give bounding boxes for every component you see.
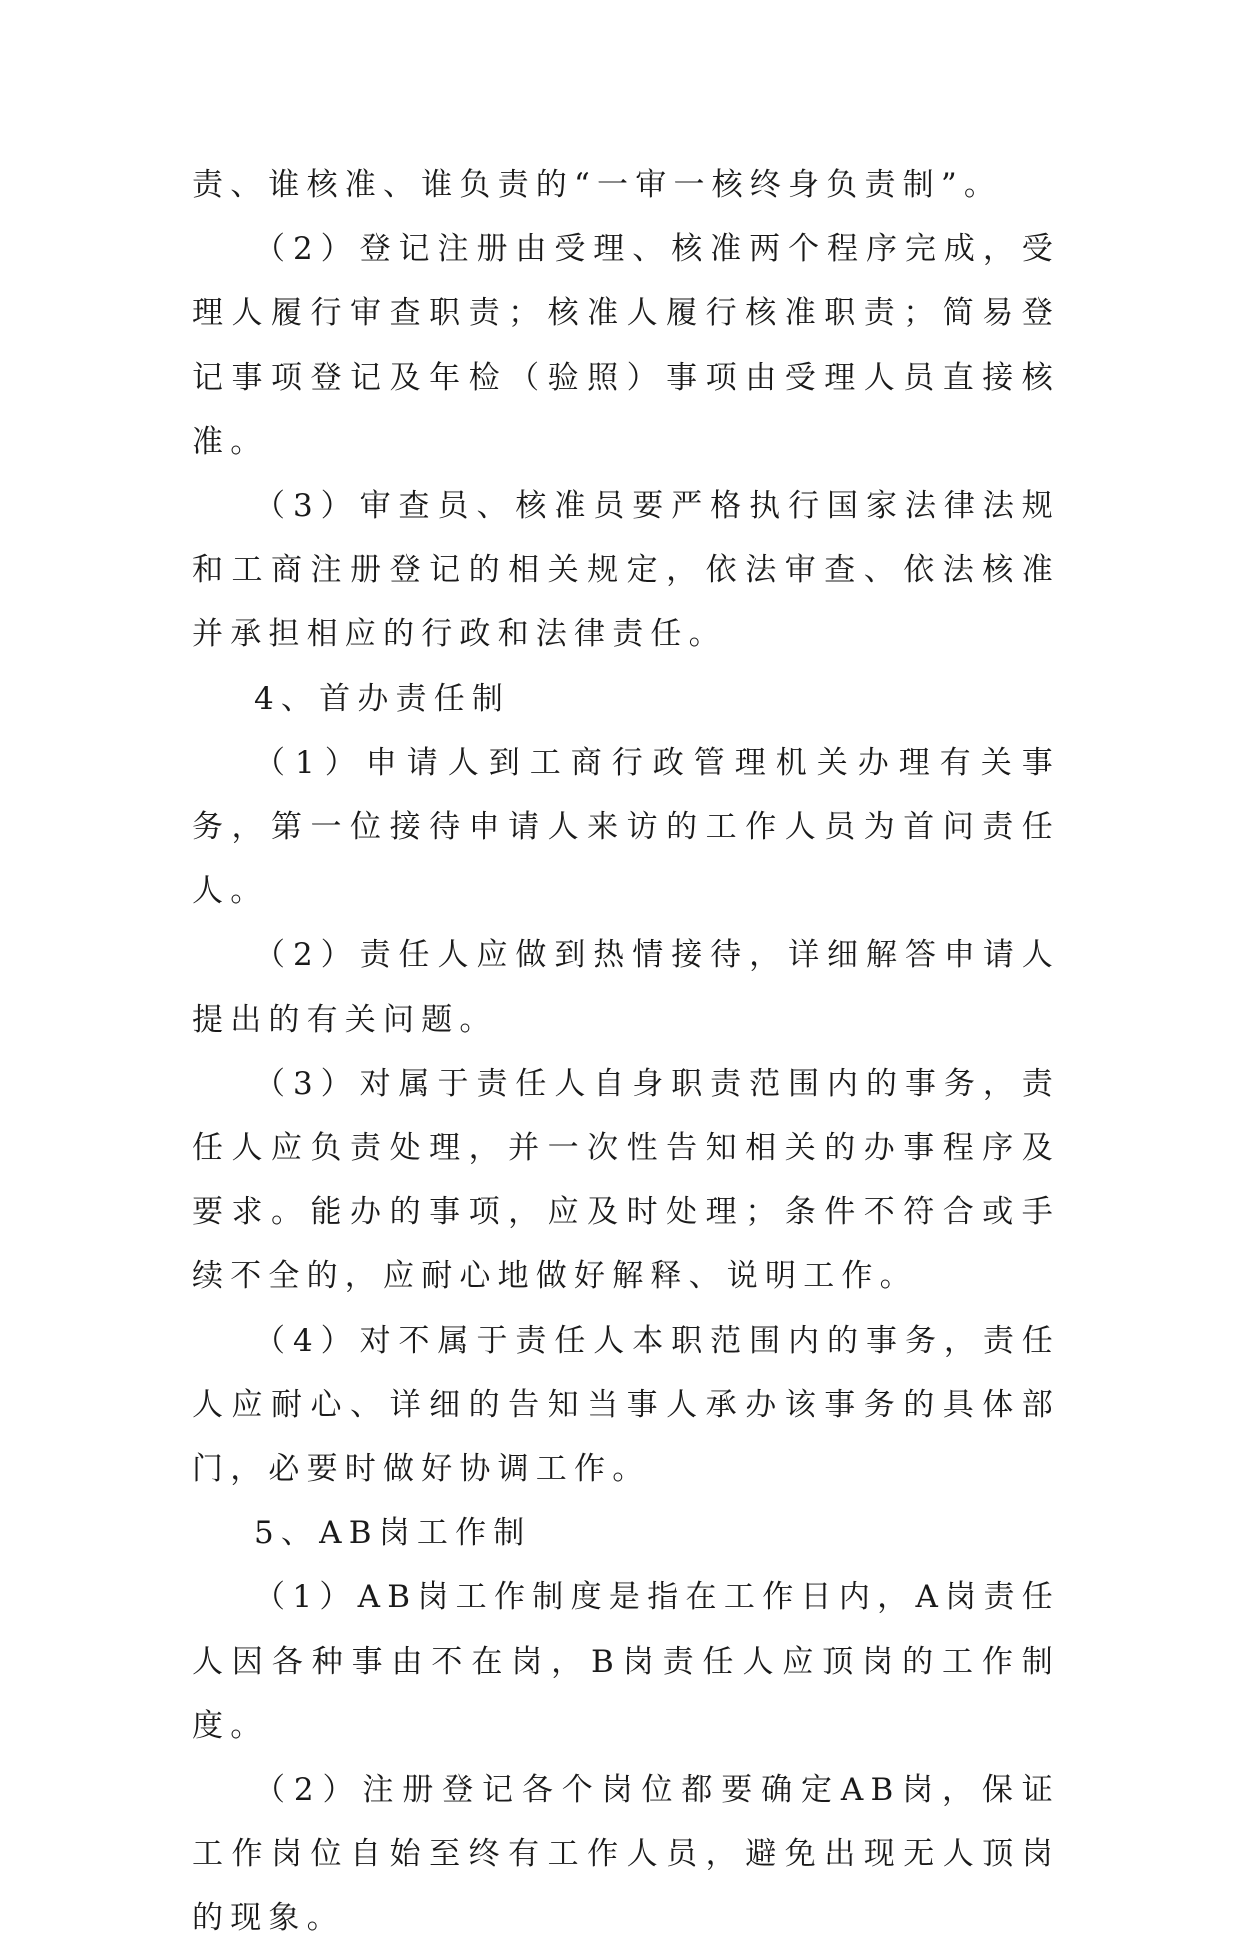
- paragraph-item: （3）对属于责任人自身职责范围内的事务，责任人应负责处理，并一次性告知相关的办事程序及要求。能办的事项，应及时处理；条件不符合或手续不全的，应耐心地做好解释、说明工作。: [192, 1065, 1060, 1295]
- paragraph-item: （1）申请人到工商行政管理机关办理有关事务，第一位接待申请人来访的工作人员为首问责任人。: [192, 744, 1060, 910]
- section-heading: 5、AB岗工作制: [254, 1515, 532, 1552]
- paragraph-item: （2）注册登记各个岗位都要确定AB岗，保证工作岗位自始至终有工作人员，避免出现无人顶岗的现象。: [192, 1772, 1060, 1937]
- paragraph-item: （2）责任人应做到热情接待，详细解答申请人提出的有关问题。: [192, 937, 1060, 1038]
- section-heading: 4、首办责任制: [254, 680, 511, 717]
- document-body: [192, 153, 1060, 1951]
- paragraph-continuation: 责、谁核准、谁负责的“一审一核终身负责制”。: [192, 167, 1003, 203]
- paragraph-item: （2）登记注册由受理、核准两个程序完成，受理人履行审查职责；核准人履行核准职责；简易登记事项登记及年检（验照）事项由受理人员直接核准。: [192, 231, 1060, 460]
- paragraph-item: （3）审查员、核准员要严格执行国家法律法规和工商注册登记的相关规定，依法审查、依法核准并承担相应的行政和法律责任。: [192, 488, 1060, 653]
- paragraph-item: （4）对不属于责任人本职范围内的事务，责任人应耐心、详细的告知当事人承办该事务的具体部门，必要时做好协调工作。: [192, 1322, 1060, 1488]
- paragraph-item: （1）AB岗工作制度是指在工作日内，A岗责任人因各种事由不在岗，B岗责任人应顶岗的工作制度。: [192, 1579, 1060, 1744]
